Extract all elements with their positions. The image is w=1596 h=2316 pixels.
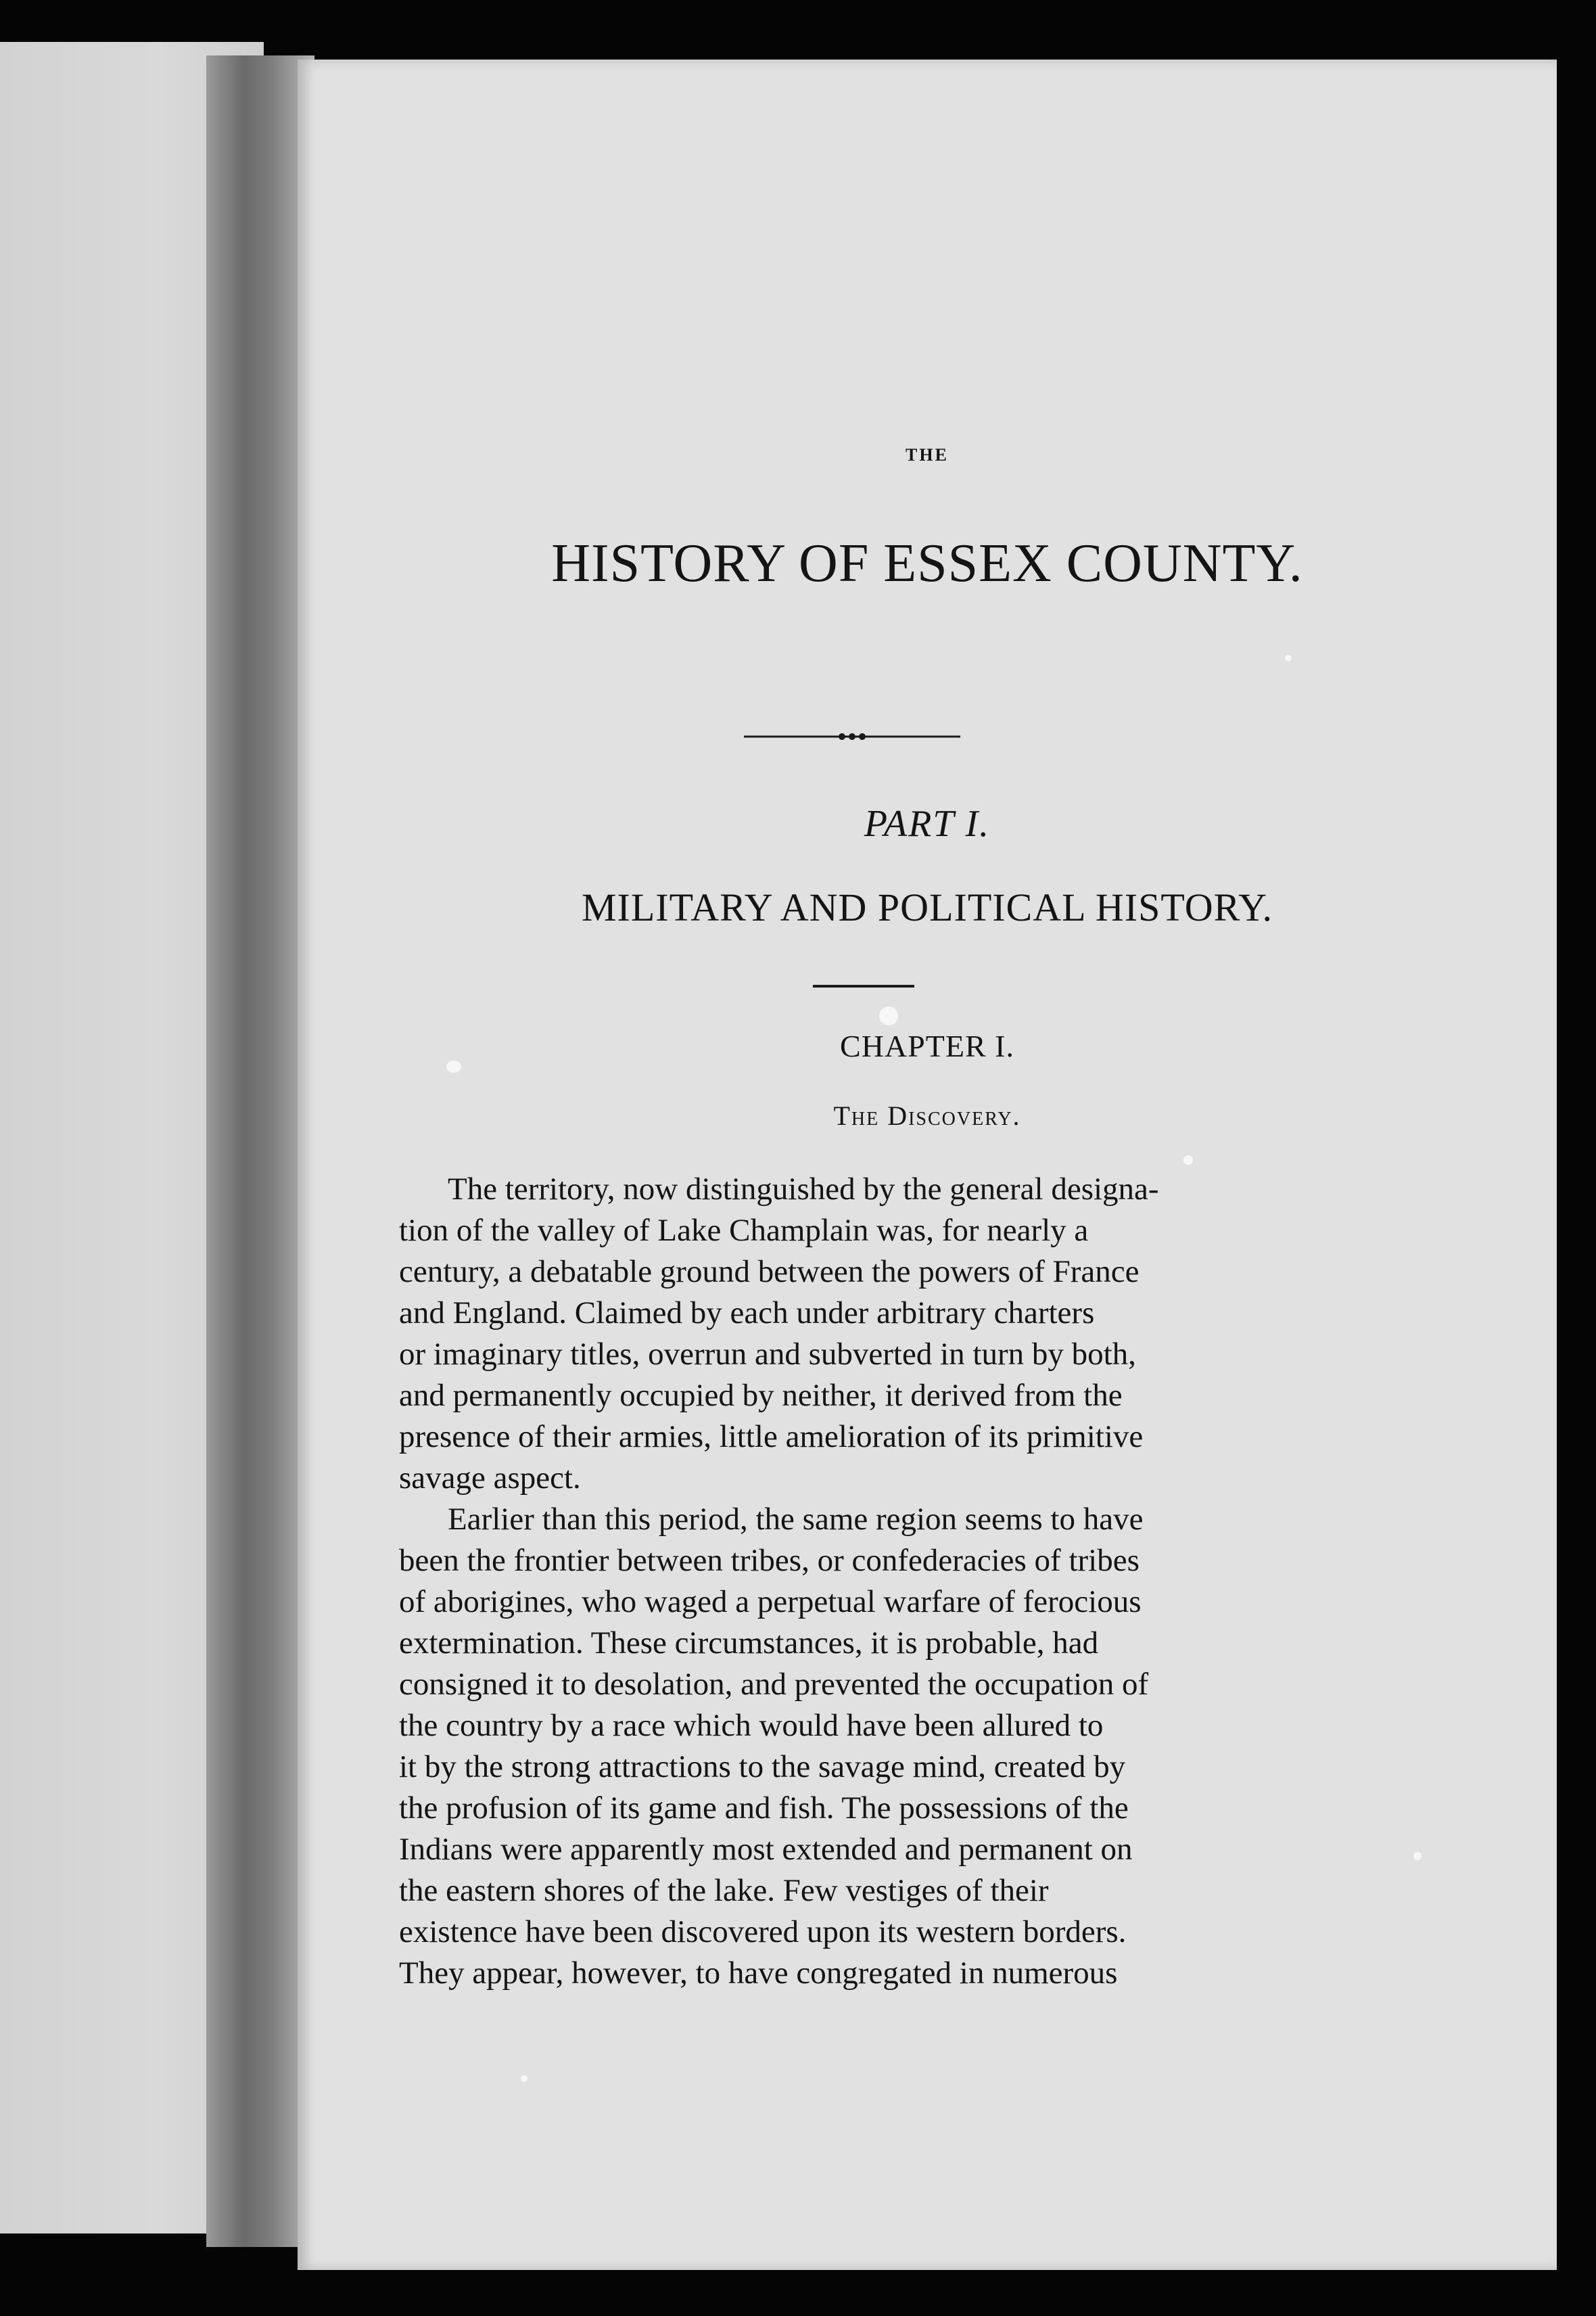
right-page <box>298 60 1557 2270</box>
body-text <box>399 1169 1596 1994</box>
ornamental-rule <box>744 733 960 741</box>
text-line: Indians were apparently most extended and permanent on <box>399 1832 1133 1867</box>
text-line: tion of the valley of Lake Champlain was, for nearly a <box>399 1213 1089 1248</box>
paragraph <box>399 1169 1596 1499</box>
text-line: presence of their armies, little amelioration of its primitive <box>399 1419 1144 1454</box>
text-line: it by the strong attractions to the savage mind, created by <box>399 1749 1126 1784</box>
short-rule-divider <box>813 985 914 988</box>
text-line: Earlier than this period, the same region seems to have <box>448 1502 1144 1537</box>
text-line: or imaginary titles, overrun and subverted in turn by both, <box>399 1337 1136 1372</box>
page-content <box>298 60 1557 2270</box>
text-line: The territory, now distinguished by the general designa- <box>448 1172 1159 1207</box>
text-line: and permanently occupied by neither, it derived from the <box>399 1378 1123 1413</box>
text-line: the eastern shores of the lake. Few vestiges of their <box>399 1873 1049 1908</box>
chapter-subtitle: The Discovery. <box>833 1101 1021 1131</box>
book-title: HISTORY OF ESSEX COUNTY. <box>551 534 1303 593</box>
text-line: They appear, however, to have congregated in numerous <box>399 1955 1118 1991</box>
section-heading: MILITARY AND POLITICAL HISTORY. <box>581 885 1273 929</box>
text-line: and England. Claimed by each under arbitrary charters <box>399 1295 1095 1330</box>
text-line: existence have been discovered upon its western borders. <box>399 1914 1127 1949</box>
text-line: of aborigines, who waged a perpetual warfare of ferocious <box>399 1584 1142 1619</box>
chapter-heading: CHAPTER I. <box>840 1029 1014 1063</box>
title-prefix: THE <box>906 445 949 465</box>
text-line: the country by a race which would have been allured to <box>399 1708 1104 1743</box>
text-line: been the frontier between tribes, or confederacies of tribes <box>399 1543 1140 1578</box>
part-heading: PART I. <box>864 803 991 845</box>
text-line: consigned it to desolation, and prevented the occupation of <box>399 1667 1149 1702</box>
text-line: savage aspect. <box>399 1460 581 1496</box>
text-line: century, a debatable ground between the powers of France <box>399 1254 1140 1289</box>
text-line: extermination. These circumstances, it is probable, had <box>399 1625 1099 1661</box>
text-line: the profusion of its game and fish. The possessions of the <box>399 1790 1129 1826</box>
paragraph <box>399 1499 1596 1994</box>
